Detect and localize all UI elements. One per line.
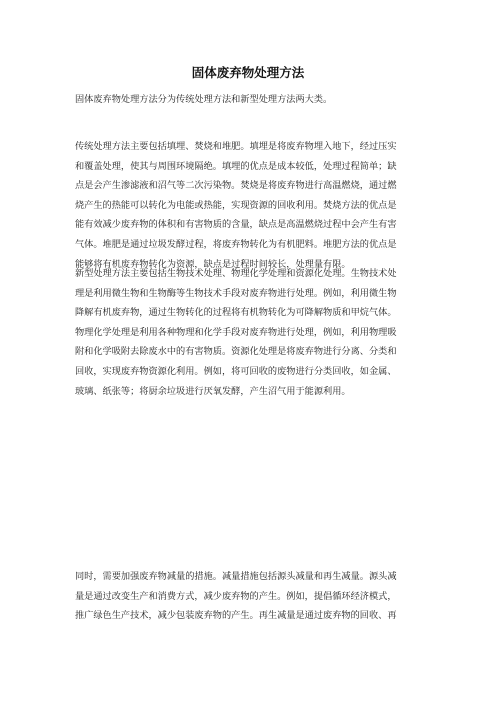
paragraph-line: 物理化学处理是利用各种物理和化学手段对废弃物进行处理，例如，利用物理吸 [75, 326, 397, 338]
paragraph-line: 同时，需要加强废弃物减量的措施。减量措施包括源头减量和再生减量。源头减 [75, 571, 397, 582]
paragraph-line: 能有效减少废弃物的体积和有害物质的含量，缺点是高温燃烧过程中会产生有害 [75, 219, 397, 231]
intro-sentence: 固体废弃物处理方法分为传统处理方法和新型处理方法两大类。 [75, 94, 333, 105]
paragraph-line: 降解有机废弃物，通过生物转化的过程将有机物转化为可降解物质和甲烷气体。 [75, 307, 397, 319]
paragraph-line: 理是利用微生物和生物酶等生物技术手段对废弃物进行处理。例如，利用微生物 [75, 287, 397, 299]
paragraph-line: 能够将有机废弃物转化为资源，缺点是过程时间较长，处理量有限。 [75, 258, 351, 270]
paragraph-line: 点是会产生渗滤液和沼气等二次污染物。焚烧是将废弃物进行高温燃烧，通过燃 [75, 180, 397, 192]
paragraph-line: 新型处理方法主要包括生物技术处理、物理化学处理和资源化处理。生物技术处 [75, 268, 397, 279]
document-title: 固体废弃物处理方法 [191, 65, 305, 80]
paragraph-line: 推广绿色生产技术，减少包装废弃物的产生。再生减量是通过废弃物的回收、再 [75, 610, 397, 622]
paragraph-traditional-methods [75, 137, 425, 274]
paragraph-line: 附和化学吸附去除废水中的有害物质。资源化处理是将废弃物进行分离、分类和 [75, 346, 397, 358]
paragraph-line: 回收，实现废弃物资源化利用。例如，将可回收的废物进行分类回收，如金属、 [75, 365, 397, 377]
paragraph-line: 气体。堆肥是通过垃圾发酵过程，将废弃物转化为有机肥料。堆肥方法的优点是 [75, 238, 397, 250]
paragraph-waste-reduction [75, 567, 425, 626]
paragraph-line: 和覆盖处理，使其与周围环境隔绝。填埋的优点是成本较低，处理过程简单；缺 [75, 160, 397, 172]
paragraph-line: 玻璃、纸张等；将厨余垃圾进行厌氧发酵，产生沼气用于能源利用。 [75, 385, 351, 397]
paragraph-new-methods [75, 264, 425, 401]
paragraph-line: 烧产生的热能可以转化为电能或热能，实现资源的回收利用。焚烧方法的优点是 [75, 199, 397, 211]
paragraph-line: 传统处理方法主要包括填埋、焚烧和堆肥。填埋是将废弃物埋入地下，经过压实 [75, 141, 397, 152]
paragraph-line: 量是通过改变生产和消费方式，减少废弃物的产生。例如，提倡循环经济模式， [75, 590, 397, 602]
